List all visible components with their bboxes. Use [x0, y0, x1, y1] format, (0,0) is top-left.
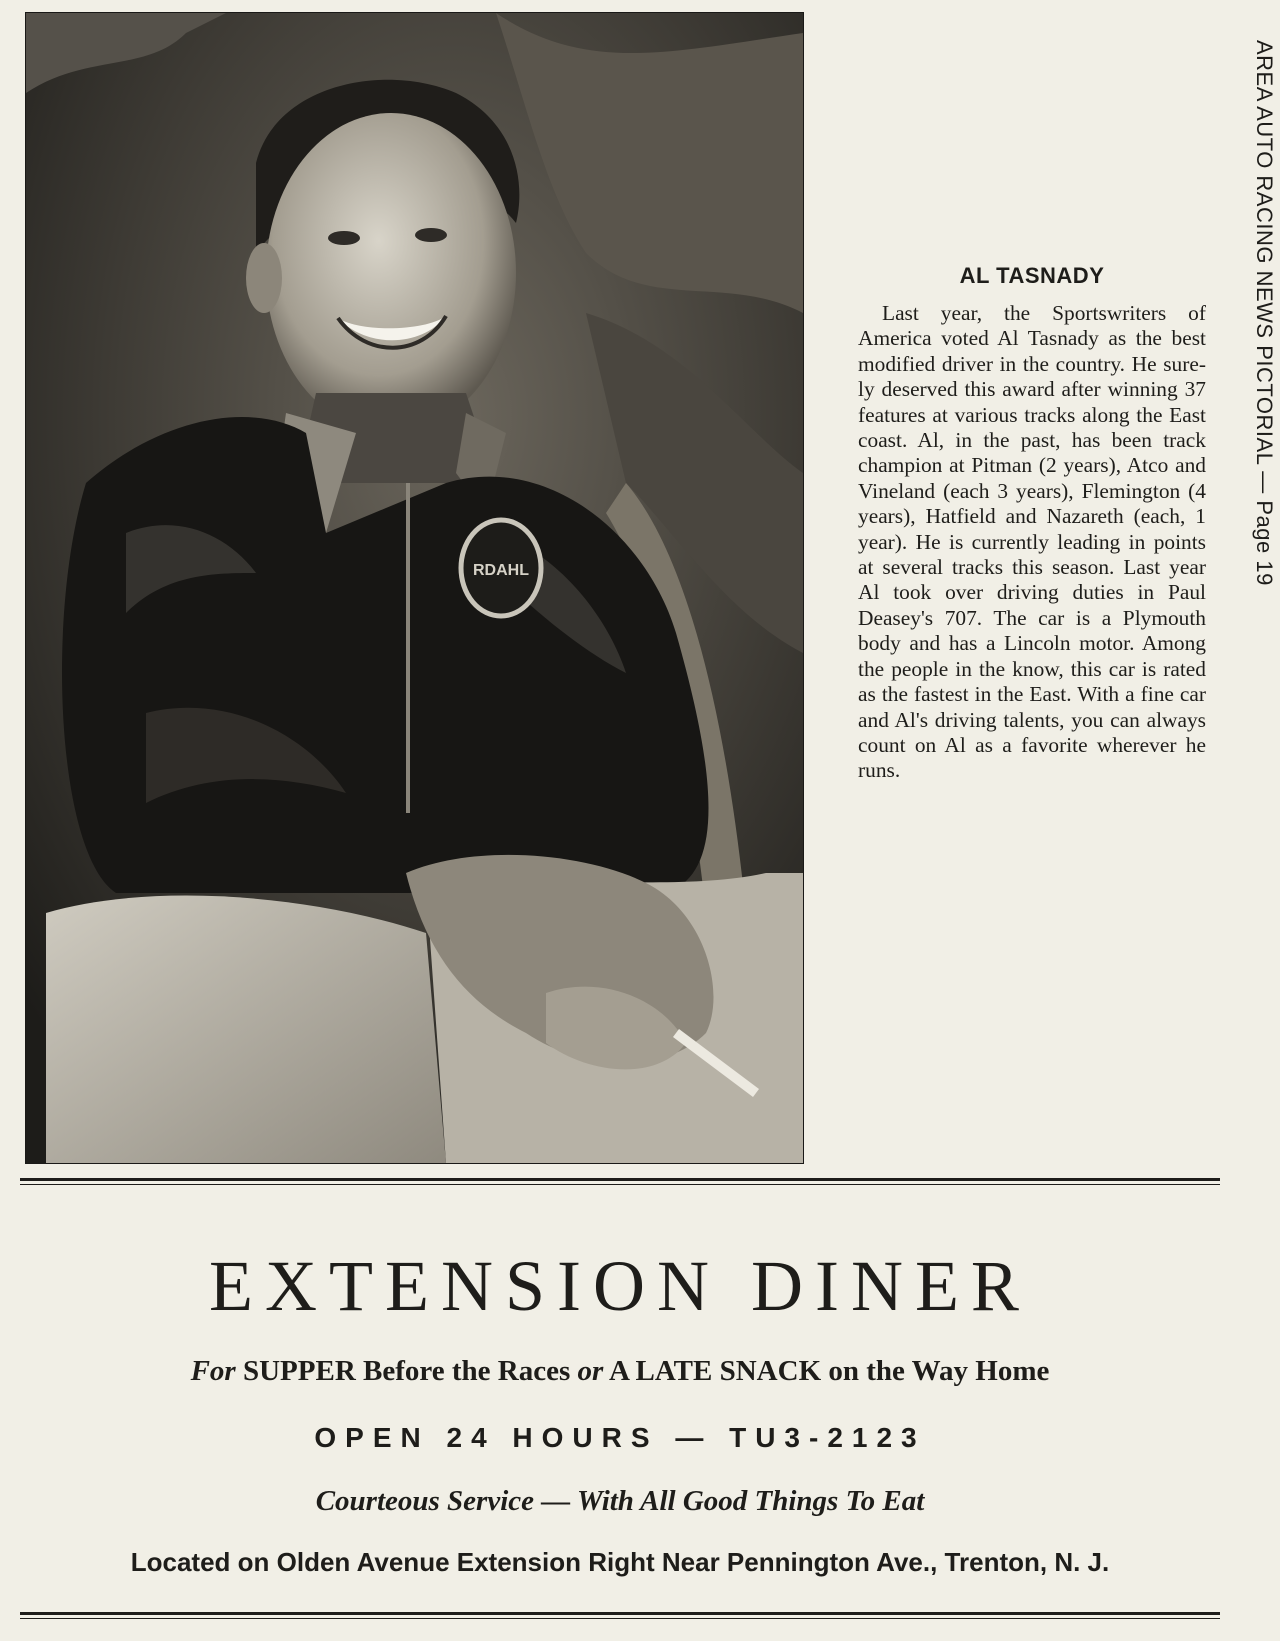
running-head [1247, 40, 1277, 640]
diner-service-line: Courteous Service — With All Good Things To Eat [315, 1485, 925, 1517]
tagline-supper: SUPPER Before the Races [242, 1355, 571, 1387]
tagline-for: For [190, 1355, 236, 1387]
diner-hours-phone: OPEN 24 HOURS — TU3-2123 [314, 1422, 926, 1453]
article-title: AL TASNADY [959, 263, 1105, 288]
diner-location: Located on Olden Avenue Extension Right Near Pennington Ave., Trenton, N. J. [130, 1547, 1110, 1577]
driver-portrait-image [26, 13, 803, 1163]
jacket-patch-text: RDAHL [473, 562, 529, 579]
running-head-text: AREA AUTO RACING NEWS PICTORIAL — Page 19 [1252, 40, 1277, 586]
bottom-divider-rule [20, 1612, 1220, 1619]
driver-profile-article [858, 263, 1206, 784]
article-body: Last year, the Sportswriters of America voted Al Tasnady as the best modified driver in the country. He surely deserved this award after winning 37 features at various tracks along the East coast. Al, in the past, has been track champion at Pitman (2 years), Atco and Vineland (each 3 years), Flemington (4 years), Hatfield and Nazareth (each, 1 year). He is currently leading in points at several tracks this season. Last year Al took over driving duties in Paul Deasey's 707. The car is a Plymouth body and has a Lincoln motor. Among the people in the know, this car is rated as the fastest in the East. With a fine car and Al's driving talents, you can always count on Al as a favorite wherever he runs. [858, 301, 1206, 783]
top-divider-rule [20, 1178, 1220, 1185]
tagline-snack: A LATE SNACK on the Way Home [608, 1355, 1050, 1387]
diner-name: EXTENSION DINER [209, 1246, 1031, 1326]
driver-photo [25, 12, 804, 1164]
tagline-or: or [577, 1355, 604, 1387]
diner-tagline [20, 1355, 1220, 1388]
